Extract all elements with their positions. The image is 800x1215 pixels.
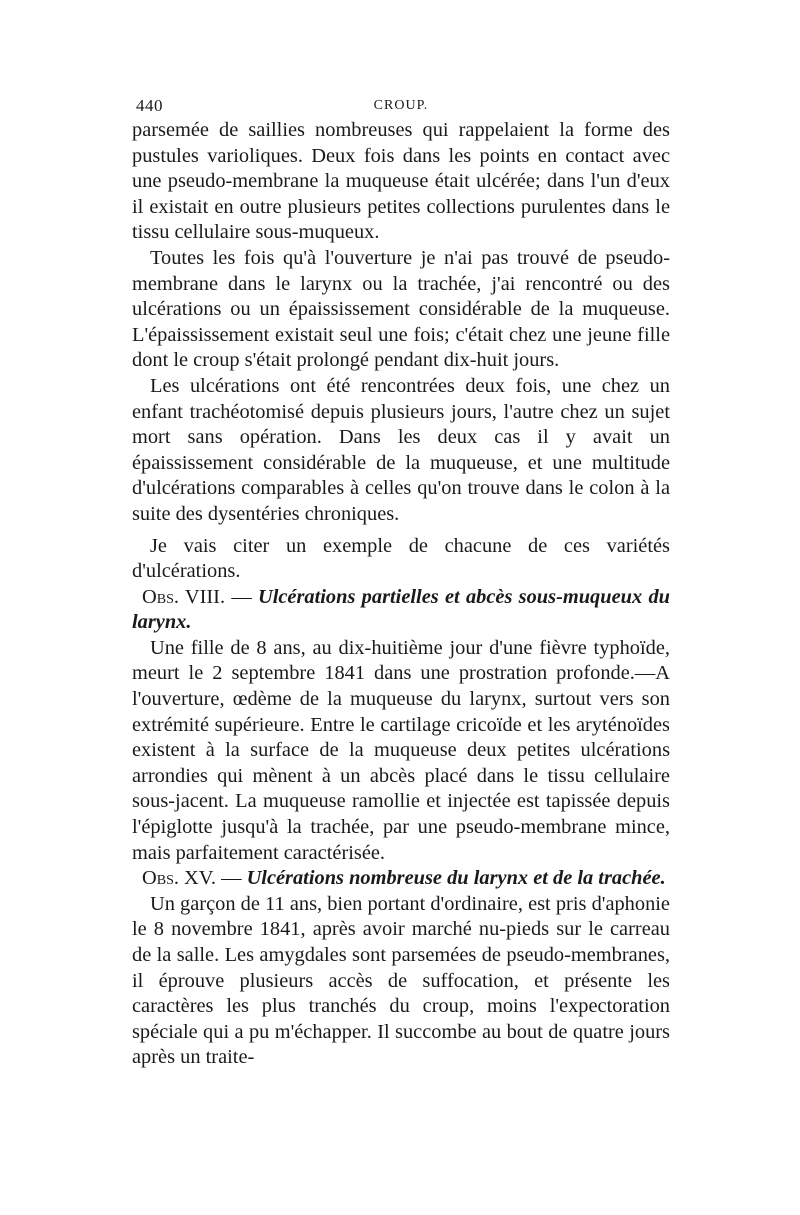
observation-title: Ulcérations partielles et abcès sous-muqueux du larynx.	[132, 585, 670, 634]
paragraph-continued: parsemée de saillies nombreuses qui rappelaient la forme des pustules varioliques. Deux fois dans les points en contact avec une pseudo-membrane la muqueuse était ulcérée; dans l'un d'eux il existait en outre plusieurs petites collections purulentes dans le tissu cellulaire sous-muqueux.	[132, 119, 670, 244]
observation-heading	[132, 866, 670, 892]
observation-label: Obs. VIII.	[142, 585, 226, 608]
running-head	[132, 92, 670, 118]
running-title: CROUP.	[373, 98, 429, 113]
paragraph: Je vais citer un exemple de chacune de ces variétés d'ulcérations.	[132, 534, 670, 583]
observation-dash: —	[225, 585, 258, 608]
observation-text: Une fille de 8 ans, au dix-huitième jour d'une fièvre typhoïde, meurt le 2 septembre 1841 dans une prostration profonde.—A l'ouverture, œdème de la muqueuse du larynx, surtout vers son extrémité supérieure. Entre le cartilage cricoïde et les aryténoïdes existent à la surface de la muqueuse deux petites ulcérations arrondies qui mènent à un abcès placé dans le tissu cellulaire sous-jacent. La muqueuse ramollie et injectée est tapissée depuis l'épiglotte jusqu'à la trachée, par une pseudo-membrane mince, mais parfaitement caractérisée.	[132, 636, 670, 864]
page-number: 440	[136, 96, 163, 115]
book-page	[132, 92, 670, 1071]
observation-text: Un garçon de 11 ans, bien portant d'ordinaire, est pris d'aphonie le 8 novembre 1841, après avoir marché nu-pieds sur le carreau de la salle. Les amygdales sont parsemées de pseudo-membranes, il éprouve plusieurs accès de suffocation, et présente les caractères les plus tranchés du croup, moins l'expectoration spéciale qui a pu m'échapper. Il succombe au bout de quatre jours après un traite-	[132, 892, 670, 1069]
observation-label: Obs. XV.	[142, 867, 216, 890]
paragraph: Toutes les fois qu'à l'ouverture je n'ai pas trouvé de pseudo-membrane dans le larynx ou la trachée, j'ai rencontré ou des ulcérations ou un épaississement considérable de la muqueuse. L'épaississement existait seul une fois; c'était chez une jeune fille dont le croup s'était prolongé pendant dix-huit jours.	[132, 246, 670, 372]
observation-title: Ulcérations nombreuse du larynx et de la trachée.	[246, 867, 666, 890]
paragraph: Les ulcérations ont été rencontrées deux fois, une chez un enfant trachéotomisé depuis plusieurs jours, l'autre chez un sujet mort sans opération. Dans les deux cas il y avait un épaississement considérable de la muqueuse, et une multitude d'ulcérations comparables à celles qu'on trouve dans le colon à la suite des dysentéries chroniques.	[132, 374, 670, 525]
body-text	[132, 118, 670, 1071]
observation-dash: —	[215, 867, 247, 890]
observation-heading	[132, 585, 670, 636]
